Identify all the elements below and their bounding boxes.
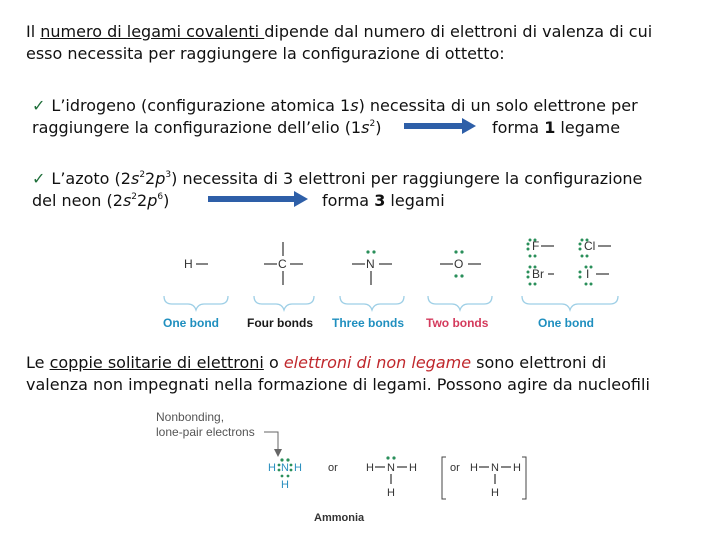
ammonia-lewis-dots xyxy=(268,458,302,491)
b2-l2-sup1: 2 xyxy=(131,192,138,202)
bond-label-c: Four bonds xyxy=(247,316,313,330)
intro-post: dipende dal numero di elettroni di valenza di cui xyxy=(264,22,653,41)
atom-h: H xyxy=(470,462,478,474)
bullet-hydrogen-line-2 xyxy=(32,117,381,139)
bullet-nitrogen-line-2 xyxy=(32,190,169,212)
lp-pre: Le xyxy=(26,353,50,372)
atom-n: N xyxy=(281,462,289,474)
atom-h: H xyxy=(387,487,395,499)
b2-res-a: forma xyxy=(322,191,375,210)
b2-sup2: 3 xyxy=(165,170,172,180)
braces xyxy=(164,296,618,310)
atom-h: H xyxy=(184,257,193,271)
b1-l2-s: s xyxy=(361,118,370,137)
bond-label-n: Three bonds xyxy=(332,316,405,330)
b2-a: L’azoto (2 xyxy=(51,169,131,188)
atom-n: N xyxy=(366,257,375,271)
b2-l2-a: del neon (2 xyxy=(32,191,123,210)
lp-nonlegame: elettroni di non legame xyxy=(283,353,472,372)
atom-c: C xyxy=(278,257,287,271)
lone-pairs-line-1 xyxy=(26,352,606,374)
checkmark-icon: ✓ xyxy=(32,96,46,115)
atom-br: Br xyxy=(532,267,544,281)
lone-pairs-line-2: valenza non impegnati nella formazione di legami. Possono agire da nucleofili xyxy=(26,375,650,394)
ammonia-title: Ammonia xyxy=(314,512,365,524)
atom-h: H xyxy=(491,487,499,499)
bond-label-o: Two bonds xyxy=(426,316,489,330)
halogen-structures xyxy=(527,239,612,286)
b1-l2-sup: 2 xyxy=(369,119,376,129)
bullet-nitrogen-result xyxy=(322,190,445,212)
b2-l2-p: p xyxy=(147,191,158,210)
atom-o: O xyxy=(454,257,464,271)
atom-h: H xyxy=(281,479,289,491)
b2-s: s xyxy=(130,169,140,188)
b2-l2-m: 2 xyxy=(137,191,148,210)
bond-label-h: One bond xyxy=(163,316,219,330)
hydrogen-structure xyxy=(184,257,208,271)
nonbonding-caption-2: lone-pair electrons xyxy=(156,425,255,439)
b2-l2-s: s xyxy=(122,191,132,210)
atom-cl: Cl xyxy=(584,239,596,253)
ammonia-hidden-pair xyxy=(470,462,521,499)
atom-f: F xyxy=(532,239,540,253)
b1-res-num: 1 xyxy=(544,118,556,137)
b2-sup1: 2 xyxy=(139,170,146,180)
atom-i: I xyxy=(586,267,590,281)
b1-res-b: legame xyxy=(555,118,621,137)
lp-coppie: coppie solitarie di elettroni xyxy=(49,353,264,372)
atom-h: H xyxy=(513,462,521,474)
atom-h: H xyxy=(268,462,276,474)
b2-l2-b: ) xyxy=(163,191,170,210)
b2-res-b: legami xyxy=(385,191,445,210)
intro-line-1 xyxy=(26,21,652,43)
ammonia-figure xyxy=(150,405,530,530)
b1-text-a: L’idrogeno (configurazione atomica 1 xyxy=(51,96,351,115)
b2-l2-sup2: 6 xyxy=(157,192,164,202)
or-label-1: or xyxy=(328,462,338,474)
b2-res-num: 3 xyxy=(374,191,386,210)
lp-o: o xyxy=(263,353,284,372)
atom-h: H xyxy=(366,462,374,474)
b1-text-b: ) necessita di un solo elettrone per xyxy=(358,96,638,115)
b1-l2-a: raggiungere la configurazione dell’elio (1 xyxy=(32,118,362,137)
arrow-right-icon xyxy=(208,191,308,207)
checkmark-icon: ✓ xyxy=(32,169,46,188)
b1-res-a: forma xyxy=(492,118,545,137)
ammonia-bond-lines xyxy=(366,456,417,499)
nitrogen-structure xyxy=(352,250,392,285)
intro-line-2: esso necessita per raggiungere la configurazione di ottetto: xyxy=(26,44,505,63)
atom-h: H xyxy=(409,462,417,474)
b1-l2-b: ) xyxy=(375,118,382,137)
carbon-structure xyxy=(264,242,303,285)
intro-link-legami: numero di legami covalenti xyxy=(40,22,265,41)
atom-n: N xyxy=(387,462,395,474)
nonbonding-caption-1: Nonbonding, xyxy=(156,410,225,424)
lp-post: sono elettroni di xyxy=(471,353,607,372)
b2-m: 2 xyxy=(145,169,156,188)
atom-h: H xyxy=(294,462,302,474)
bond-label-halogens: One bond xyxy=(538,316,594,330)
atom-n: N xyxy=(491,462,499,474)
oxygen-structure xyxy=(440,250,481,277)
b1-s: s xyxy=(350,96,359,115)
arrow-right-icon xyxy=(404,118,476,134)
or-label-2: or xyxy=(450,462,460,474)
b2-p: p xyxy=(155,169,166,188)
bullet-nitrogen-line-1 xyxy=(32,168,642,190)
b2-b: ) necessita di 3 elettroni per raggiungere la configurazione xyxy=(171,169,643,188)
bullet-hydrogen-line-1 xyxy=(32,95,638,117)
bullet-hydrogen-result xyxy=(492,117,620,139)
intro-pre: Il xyxy=(26,22,41,41)
